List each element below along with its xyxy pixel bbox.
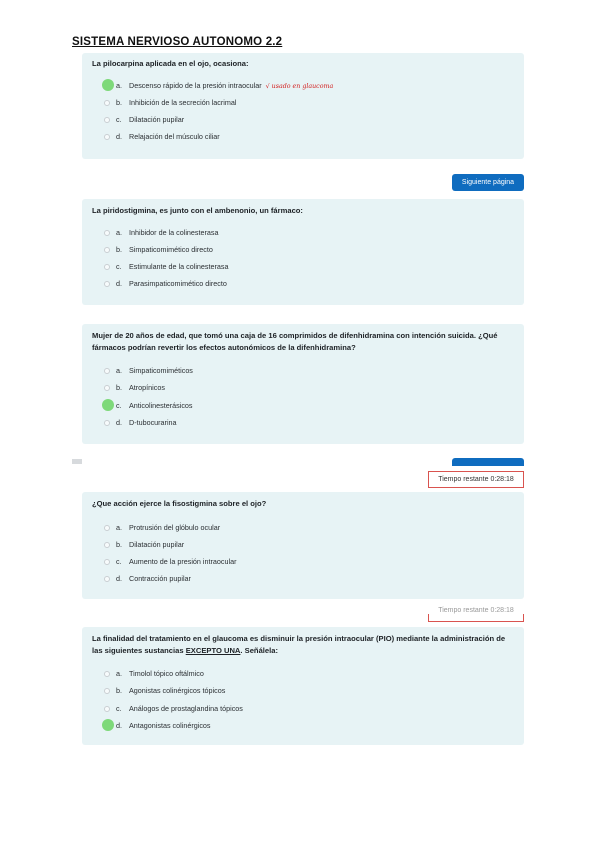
- option-letter: c.: [116, 115, 122, 125]
- question-text-line-1: Mujer de 20 años de edad, que tomó una caja de 16 comprimidos de difenhidramina con intención suicida. ¿Qué: [92, 331, 498, 340]
- answer-option-c[interactable]: [92, 553, 514, 570]
- option-text: Parasimpaticomimético directo: [129, 279, 227, 289]
- selected-radio-icon: [102, 719, 114, 731]
- question-text: La piridostigmina, es junto con el ambenonio, un fármaco:: [92, 206, 303, 215]
- radio-icon[interactable]: [104, 559, 110, 565]
- option-text: Dilatación pupilar: [129, 539, 185, 549]
- selected-radio-icon: [102, 399, 114, 411]
- timer-fragment-text: Tiempo restante 0:28:18: [438, 607, 514, 614]
- option-text: Antagonistas colinérgicos: [129, 720, 211, 730]
- radio-icon[interactable]: [104, 688, 110, 694]
- option-text: Simpaticomimético directo: [129, 244, 213, 254]
- question-text-line-2: las siguientes sustancias EXCEPTO UNA. Señálela:: [92, 645, 278, 655]
- radio-icon[interactable]: [104, 264, 110, 270]
- radio-icon[interactable]: [104, 281, 110, 287]
- cropped-timer-fragment: [428, 607, 524, 622]
- emphasis-underlined: EXCEPTO UNA: [185, 645, 241, 655]
- option-text: Protrusión del glóbulo ocular: [129, 522, 221, 532]
- option-letter: d.: [116, 720, 122, 730]
- option-letter: d.: [116, 417, 122, 427]
- option-letter: a.: [116, 669, 122, 678]
- radio-icon[interactable]: [104, 117, 110, 123]
- answer-option-b[interactable]: [92, 379, 514, 396]
- radio-icon[interactable]: [104, 576, 110, 582]
- answer-option-b[interactable]: [92, 536, 514, 553]
- option-letter: c.: [116, 557, 122, 567]
- document-title: SISTEMA NERVIOSO AUTONOMO 2.2: [72, 36, 283, 48]
- option-text: Inhibición de la secreción lacrimal: [129, 97, 237, 107]
- question-card-4: [82, 492, 524, 599]
- question-text: La pilocarpina aplicada en el ojo, ocasiona:: [92, 59, 249, 68]
- option-text: Contracción pupilar: [129, 574, 191, 584]
- answer-option-a[interactable]: [92, 519, 514, 536]
- cropped-button-fragment: [452, 458, 524, 466]
- option-letter: c.: [116, 400, 122, 410]
- option-text: Análogos de prostaglandina tópicos: [129, 703, 243, 713]
- radio-icon[interactable]: [104, 230, 110, 236]
- answer-option-b[interactable]: [92, 94, 514, 111]
- question-card-5: [82, 627, 524, 745]
- answer-option-a[interactable]: [92, 665, 514, 682]
- question-card-1: [82, 53, 524, 159]
- option-letter: b.: [116, 686, 122, 696]
- answer-option-c[interactable]: [92, 258, 514, 275]
- radio-icon[interactable]: [104, 420, 110, 426]
- option-letter: b.: [116, 97, 122, 107]
- option-text: Anticolinesterásicos: [129, 400, 193, 410]
- option-letter: a.: [116, 366, 122, 375]
- selected-radio-icon: [102, 79, 114, 91]
- question-text: ¿Que acción ejerce la fisostigmina sobre el ojo?: [92, 499, 267, 508]
- radio-icon[interactable]: [104, 525, 110, 531]
- option-letter: a.: [116, 522, 122, 532]
- radio-icon[interactable]: [104, 247, 110, 253]
- answer-option-b[interactable]: [92, 241, 514, 258]
- option-letter: d.: [116, 574, 122, 584]
- next-page-button[interactable]: Siguiente página: [452, 174, 524, 191]
- option-text: Estimulante de la colinesterasa: [129, 262, 229, 272]
- question-text-line-1: La finalidad del tratamiento en el glaucoma es disminuir la presión intraocular (PIO) mediante la administración de: [92, 634, 506, 643]
- question-text-line-2: fármacos podrían revertir los efectos autonómicos de la difenhidramina?: [92, 342, 356, 352]
- option-letter: b.: [116, 539, 122, 549]
- radio-icon[interactable]: [104, 100, 110, 106]
- option-text: Atropínicos: [129, 383, 165, 393]
- radio-icon[interactable]: [104, 542, 110, 548]
- option-text: Aumento de la presión intraocular: [129, 557, 237, 567]
- answer-option-a[interactable]: [92, 77, 514, 94]
- question-card-2: [82, 199, 524, 305]
- radio-icon[interactable]: [104, 385, 110, 391]
- timer-box: Tiempo restante 0:28:18: [428, 471, 524, 488]
- answer-option-d[interactable]: [92, 414, 514, 431]
- option-text: Inhibidor de la colinesterasa: [129, 227, 219, 237]
- option-letter: d.: [116, 279, 122, 289]
- answer-option-d[interactable]: [92, 717, 514, 734]
- answer-option-c[interactable]: [92, 700, 514, 717]
- answer-option-d[interactable]: [92, 570, 514, 587]
- answer-option-d[interactable]: [92, 275, 514, 292]
- option-text: Agonistas colinérgicos tópicos: [129, 686, 226, 696]
- answer-option-b[interactable]: [92, 682, 514, 699]
- answer-option-c[interactable]: [92, 111, 514, 128]
- option-letter: d.: [116, 132, 122, 142]
- answer-option-a[interactable]: [92, 224, 514, 241]
- option-letter: a.: [116, 227, 122, 237]
- answer-option-a[interactable]: [92, 362, 514, 379]
- radio-icon[interactable]: [104, 671, 110, 677]
- question-card-3: [82, 324, 524, 444]
- option-text: Descenso rápido de la presión intraocular: [129, 80, 262, 90]
- option-letter: b.: [116, 383, 122, 393]
- radio-icon[interactable]: [104, 134, 110, 140]
- option-letter: c.: [116, 262, 122, 272]
- answer-option-c[interactable]: [92, 397, 514, 414]
- option-text: Relajación del músculo ciliar: [129, 132, 220, 142]
- option-text: D-tubocurarina: [129, 417, 177, 427]
- option-text: Simpaticomiméticos: [129, 366, 193, 375]
- radio-icon[interactable]: [104, 368, 110, 374]
- cropped-fragment: [72, 459, 82, 464]
- answer-option-d[interactable]: [92, 128, 514, 145]
- option-letter: a.: [116, 80, 122, 90]
- option-text: Dilatación pupilar: [129, 115, 185, 125]
- option-text: Timolol tópico oftálmico: [129, 669, 204, 678]
- handwritten-annotation: √ usado en glaucoma: [265, 82, 334, 90]
- option-letter: c.: [116, 703, 122, 713]
- radio-icon[interactable]: [104, 706, 110, 712]
- option-letter: b.: [116, 244, 122, 254]
